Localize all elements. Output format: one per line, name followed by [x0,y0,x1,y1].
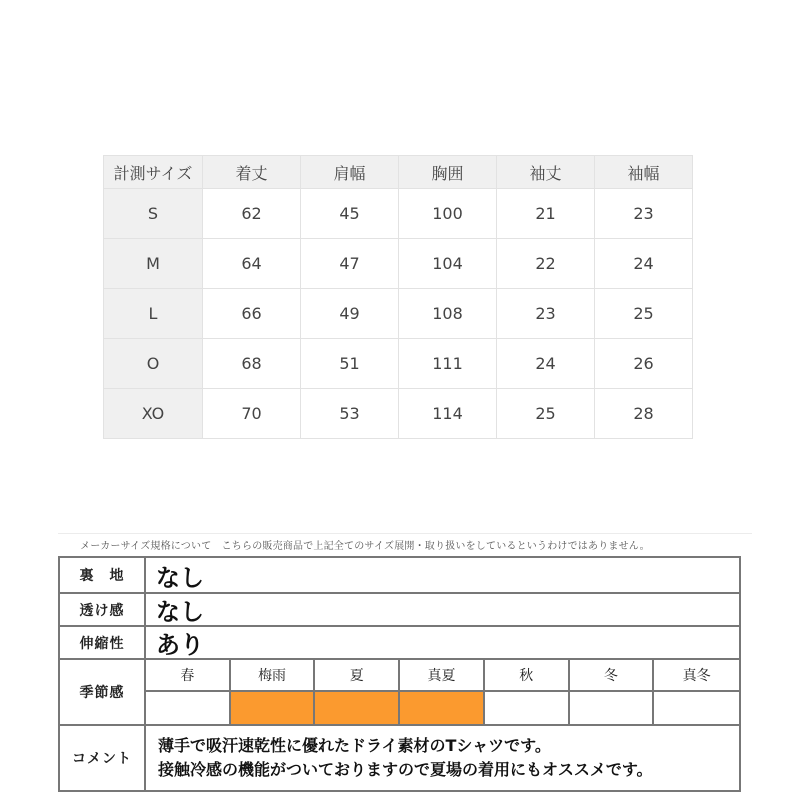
table-row [104,339,693,389]
table-cell: 24 [595,239,693,289]
size-label: S [104,189,203,239]
season-midwinter: 真冬 [654,660,739,692]
table-cell: 22 [497,239,595,289]
size-table [103,155,693,439]
season-grid [146,660,739,724]
table-cell: 51 [301,339,399,389]
comment-text [158,734,729,782]
comment-line: 薄手で吸汗速乾性に優れたドライ素材のTシャツです。 [158,736,551,755]
season-indicator-midwinter [654,692,739,724]
divider [58,533,752,534]
spec-row-season [60,660,739,726]
spec-row-sheerness [60,594,739,627]
spec-table [58,556,741,792]
spec-value-stretch: あり [156,631,204,659]
season-indicator-autumn [485,692,570,724]
table-row [104,239,693,289]
header-cell-length: 着丈 [203,156,301,189]
season-indicator-winter [570,692,655,724]
size-table-header-row [104,156,693,189]
table-cell: 108 [399,289,497,339]
size-label: L [104,289,203,339]
table-cell: 100 [399,189,497,239]
table-cell: 26 [595,339,693,389]
table-row [104,189,693,239]
spec-label-stretch: 伸縮性 [60,627,146,658]
table-cell: 114 [399,389,497,439]
table-cell: 45 [301,189,399,239]
season-midsummer: 真夏 [400,660,485,692]
season-indicator-midsummer [400,692,485,724]
size-notice: メーカーサイズ規格について こちらの販売商品で上記全てのサイズ展開・取り扱いをしているというわけではありません。 [80,541,650,552]
header-cell-sleeve-width: 袖幅 [595,156,693,189]
spec-label-sheerness: 透け感 [60,594,146,625]
header-cell-sleeve-length: 袖丈 [497,156,595,189]
spec-label-lining: 裏 地 [60,558,146,592]
season-rainy: 梅雨 [231,660,316,692]
table-row [104,389,693,439]
size-label: O [104,339,203,389]
table-cell: 111 [399,339,497,389]
spec-label-season: 季節感 [60,660,146,724]
table-cell: 49 [301,289,399,339]
table-cell: 21 [497,189,595,239]
table-cell: 64 [203,239,301,289]
table-cell: 53 [301,389,399,439]
spec-row-lining [60,558,739,594]
spec-row-stretch [60,627,739,660]
header-cell-shoulder: 肩幅 [301,156,399,189]
season-indicator-spring [146,692,231,724]
table-row [104,289,693,339]
header-cell-size: 計測サイズ [104,156,203,189]
season-indicator-rainy [231,692,316,724]
spec-row-comment [60,726,739,790]
season-indicator-summer [315,692,400,724]
size-label: M [104,239,203,289]
table-cell: 25 [595,289,693,339]
season-winter: 冬 [570,660,655,692]
table-cell: 24 [497,339,595,389]
table-cell: 25 [497,389,595,439]
spec-value-sheerness: なし [156,598,204,626]
season-autumn: 秋 [485,660,570,692]
header-cell-chest: 胸囲 [399,156,497,189]
table-cell: 66 [203,289,301,339]
table-cell: 68 [203,339,301,389]
table-cell: 28 [595,389,693,439]
season-spring: 春 [146,660,231,692]
spec-value-lining: なし [156,563,204,592]
comment-line: 接触冷感の機能がついておりますので夏場の着用にもオススメです。 [158,760,653,779]
table-cell: 23 [595,189,693,239]
table-cell: 47 [301,239,399,289]
table-cell: 23 [497,289,595,339]
season-summer: 夏 [315,660,400,692]
table-cell: 62 [203,189,301,239]
spec-label-comment: コメント [60,726,146,790]
size-label: XO [104,389,203,439]
table-cell: 70 [203,389,301,439]
table-cell: 104 [399,239,497,289]
